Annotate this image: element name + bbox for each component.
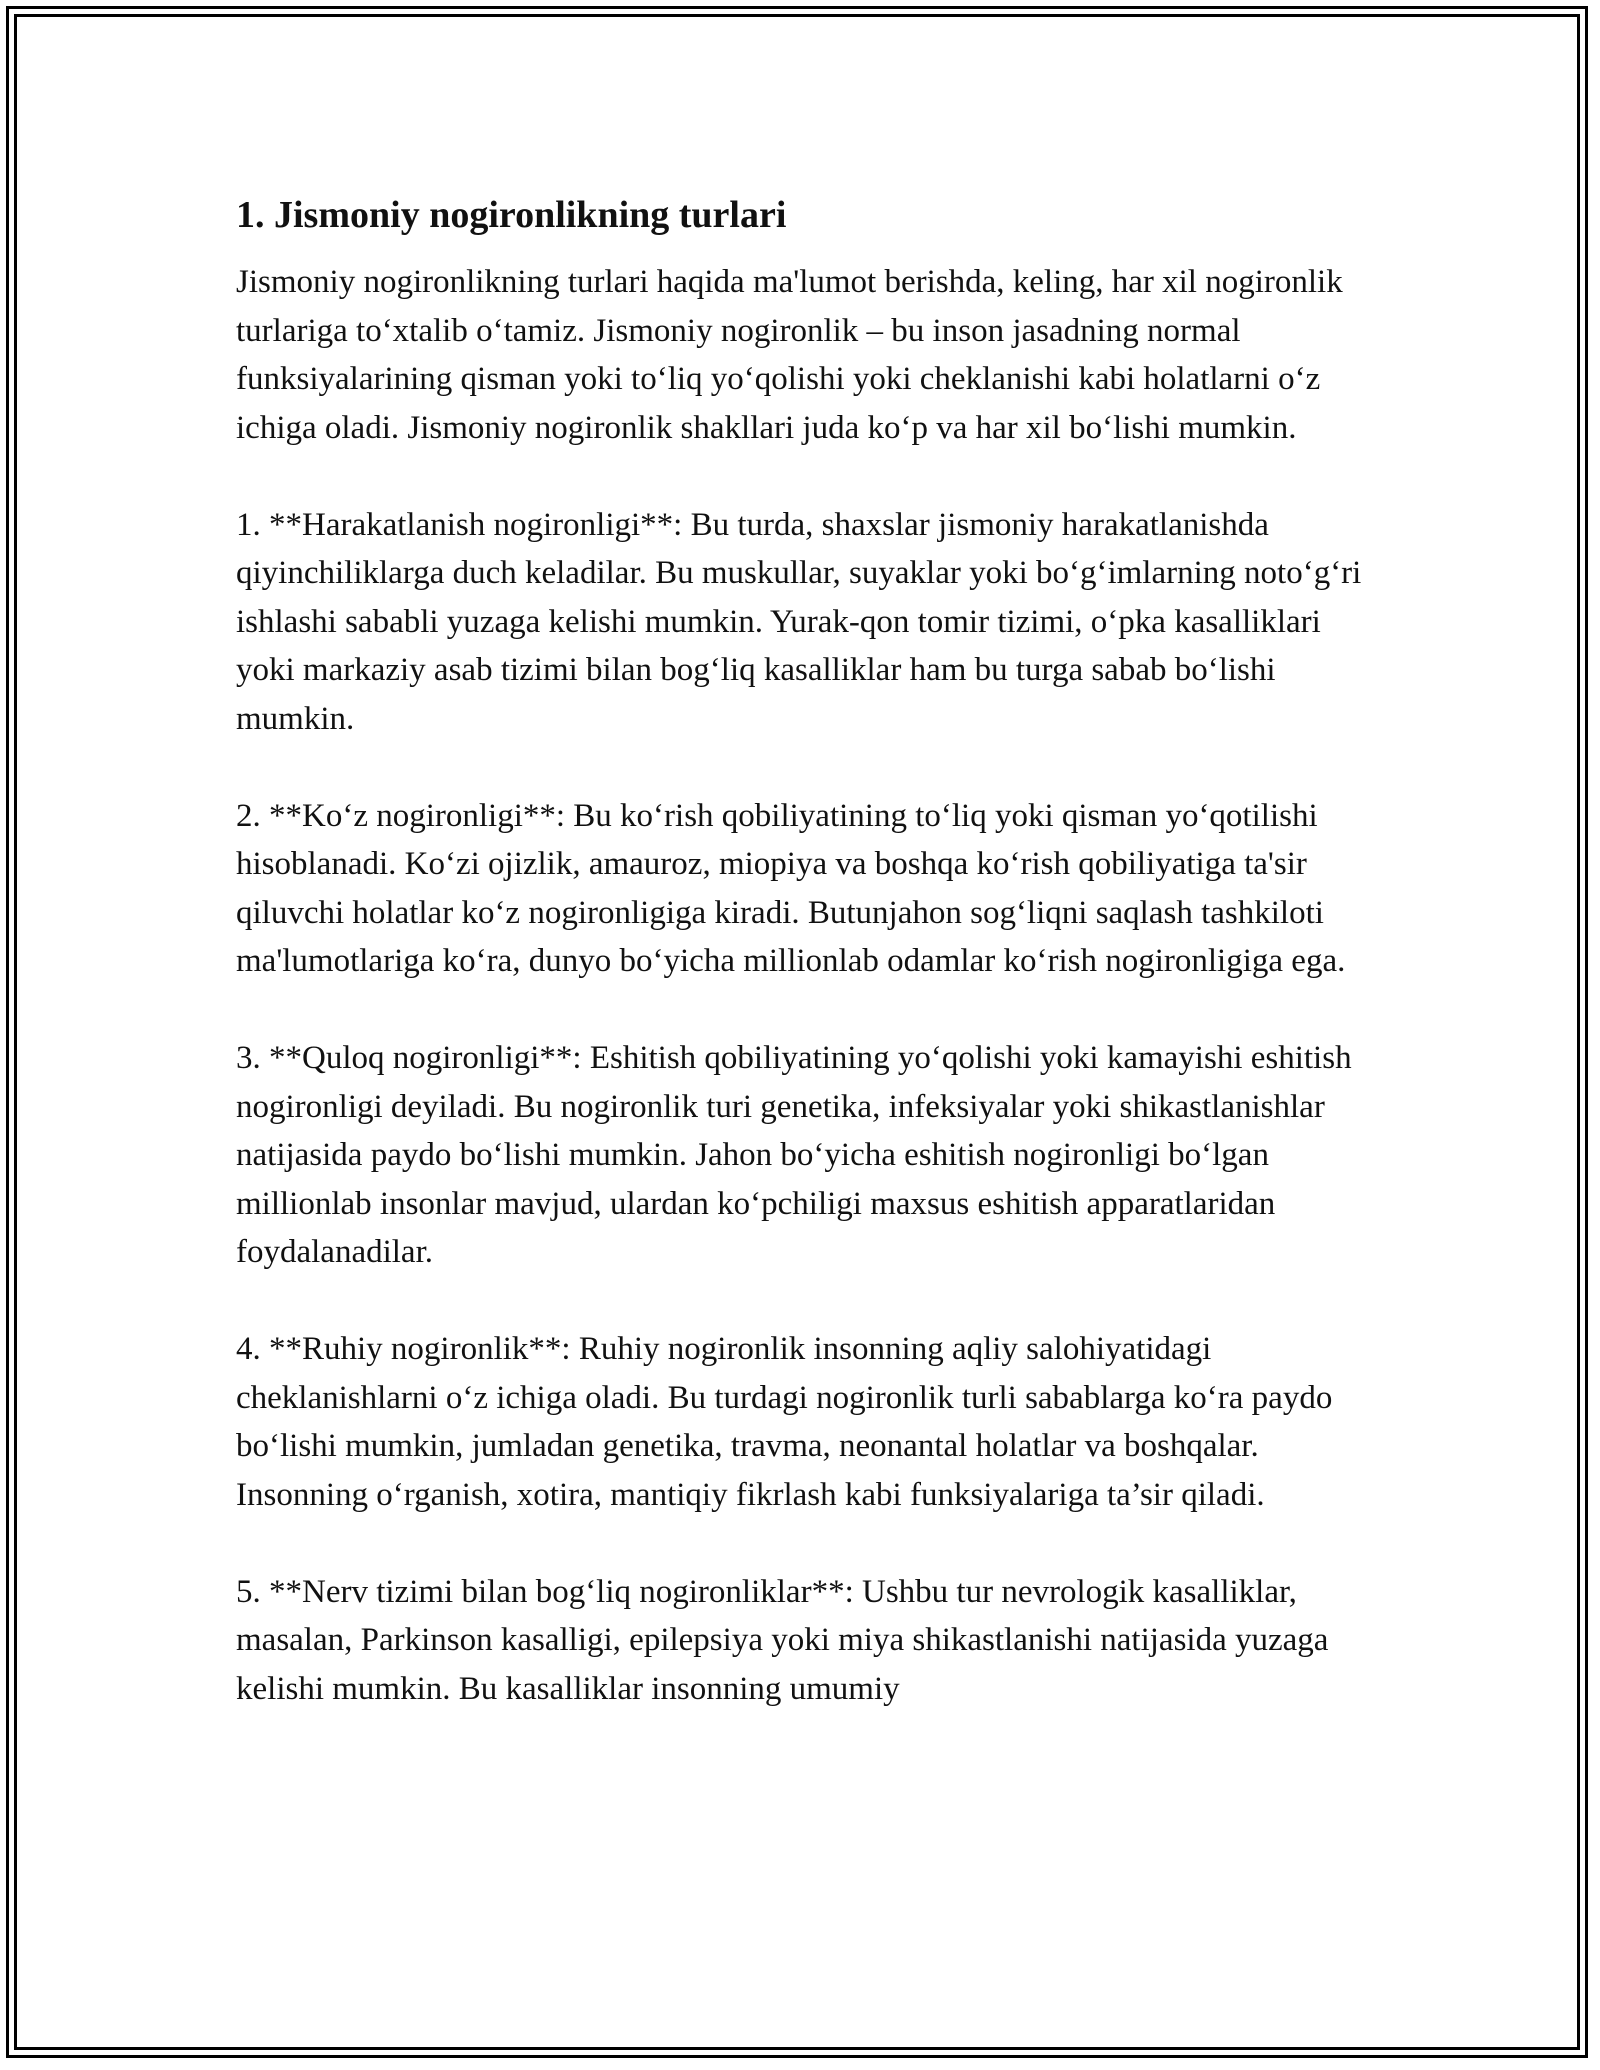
paragraph-nervous-system-disability: 5. **Nerv tizimi bilan bog‘liq nogironliklar**: Ushbu tur nevrologik kasalliklar, masalan, Parkinson kasalligi, epilepsiya yoki miya shikastlanishi natijasida yuzaga kelishi mumkin. Bu kasalliklar insonning umumiy xyxy=(236,1573,1329,1707)
intro-paragraph: Jismoniy nogironlikning turlari haqida ma'lumot berishda, keling, har xil nogironlik turlariga to‘xtalib o‘tamiz. Jismoniy nogironlik – bu inson jasadning normal funksiyalarining qisman yoki to‘liq yo‘qolishi yoki cheklanishi kabi holatlarni o‘z ichiga oladi. Jismoniy nogironlik shakllari juda ko‘p va har xil bo‘lishi mumkin. xyxy=(236,264,1343,446)
document-body xyxy=(236,186,1366,1713)
paragraph-mental-disability: 4. **Ruhiy nogironlik**: Ruhiy nogironlik insonning aqliy salohiyatidagi cheklanishlarni o‘z ichiga oladi. Bu turdagi nogironlik turli sabablarga ko‘ra paydo bo‘lishi mumkin, jumladan genetika, travma, neonantal holatlar va boshqalar. Insonning o‘rganish, xotira, mantiqiy fikrlash kabi funksiyalariga ta’sir qiladi. xyxy=(236,1331,1333,1513)
section-heading: 1. Jismoniy nogironlikning turlari xyxy=(236,194,787,236)
paragraph-movement-disability: 1. **Harakatlanish nogironligi**: Bu turda, shaxslar jismoniy harakatlanishda qiyinchiliklarga duch keladilar. Bu muskullar, suyaklar yoki bo‘g‘imlarning noto‘g‘ri ishlashi sababli yuzaga kelishi mumkin. Yurak-qon tomir tizimi, o‘pka kasalliklari yoki markaziy asab tizimi bilan bog‘liq kasalliklar ham bu turga sabab bo‘lishi mumkin. xyxy=(236,506,1362,737)
paragraph-hearing-disability: 3. **Quloq nogironligi**: Eshitish qobiliyatining yo‘qolishi yoki kamayishi eshitish nogironligi deyiladi. Bu nogironlik turi genetika, infeksiyalar yoki shikastlanishlar natijasida paydo bo‘lishi mumkin. Jahon bo‘yicha eshitish nogironligi bo‘lgan millionlab insonlar mavjud, ulardan ko‘pchiligi maxsus eshitish apparatlaridan foydalanadilar. xyxy=(236,1040,1352,1270)
paragraph-vision-disability: 2. **Ko‘z nogironligi**: Bu ko‘rish qobiliyatining to‘liq yoki qisman yo‘qotilishi hisoblanadi. Ko‘zi ojizlik, amauroz, miopiya va boshqa ko‘rish qobiliyatiga ta'sir qiluvchi holatlar ko‘z nogironligiga kiradi. Butunjahon sog‘liqni saqlash tashkiloti ma'lumotlariga ko‘ra, dunyo bo‘yicha millionlab odamlar ko‘rish nogironligiga ega. xyxy=(236,797,1346,979)
